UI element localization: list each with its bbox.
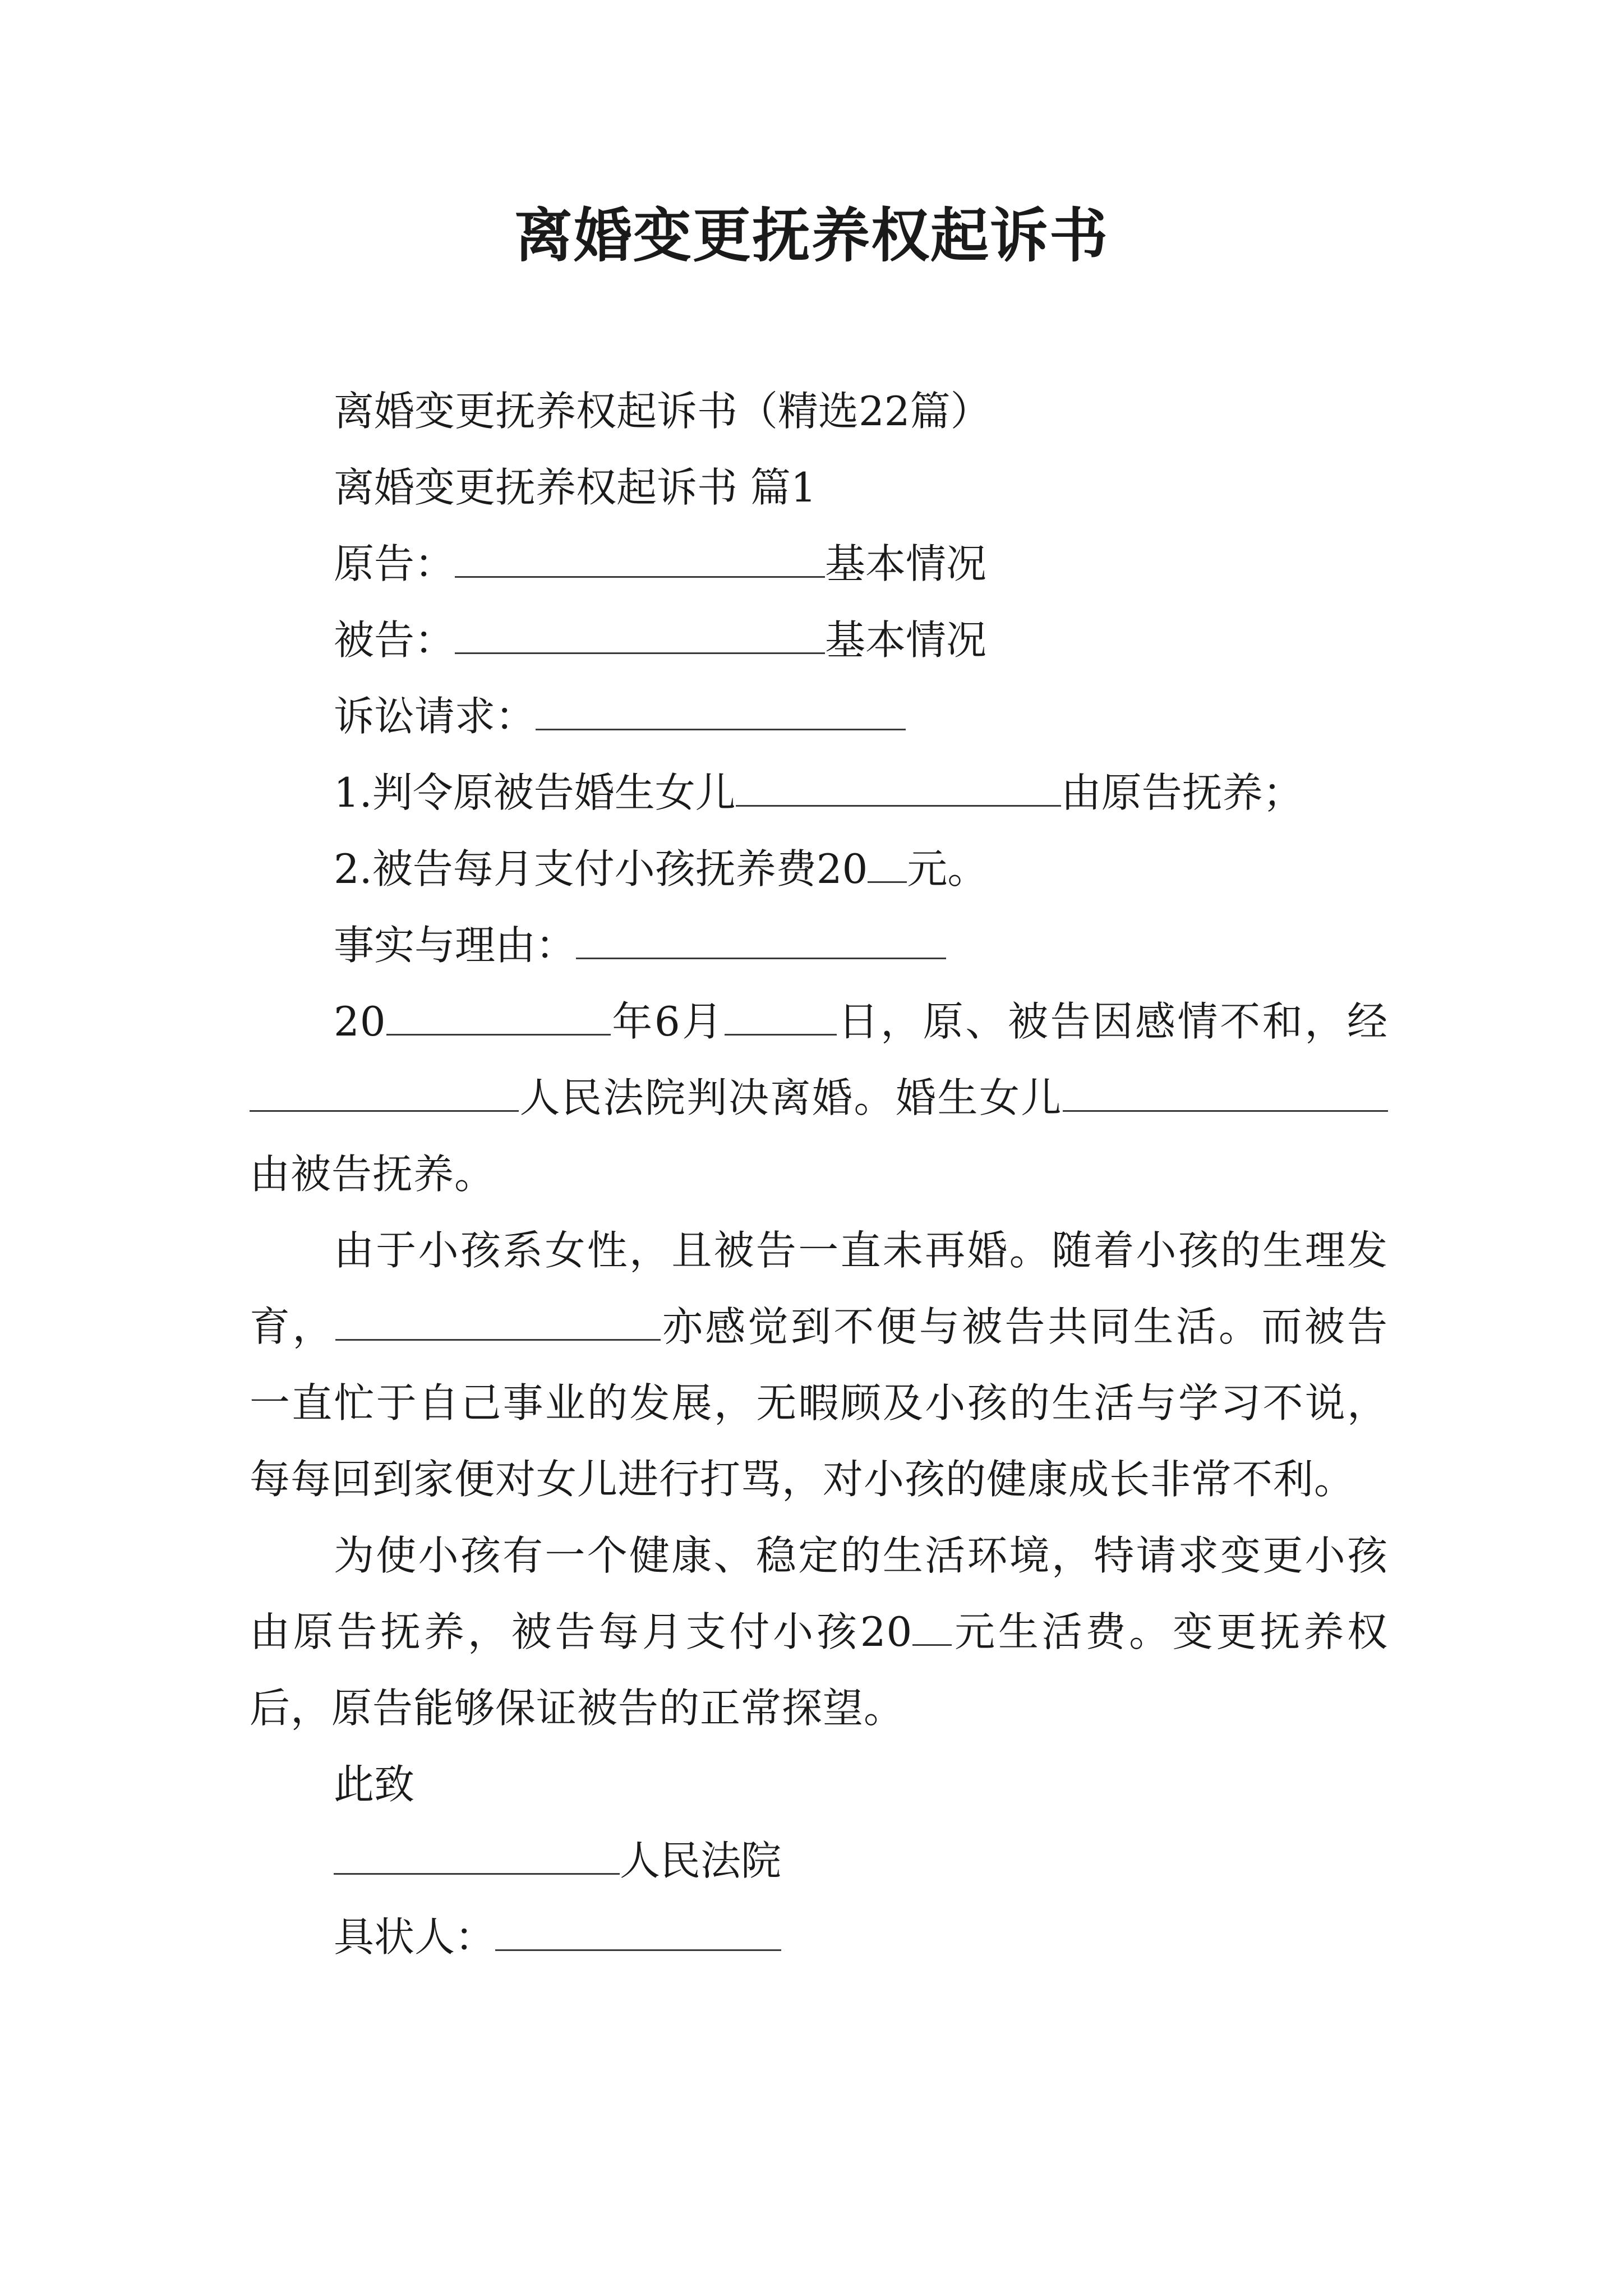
- claim-2-line: [250, 831, 1388, 907]
- document-title: 离婚变更抚养权起诉书: [514, 201, 1109, 270]
- para-3-part-2: 元生活费。变更抚养权后，原告能够保证被告的正常探望。: [250, 1608, 1388, 1732]
- subtitle-text: 离婚变更抚养权起诉书（精选22篇）: [334, 388, 991, 435]
- para-1-day-blank: [725, 999, 837, 1036]
- signer-line: [250, 1899, 1388, 1975]
- plaintiff-suffix: 基本情况: [825, 540, 987, 587]
- claim-1-suffix: 由原告抚养；: [1061, 769, 1303, 816]
- document-body: [250, 373, 1388, 1975]
- facts-blank: [576, 923, 946, 959]
- para-1-part-2: 年6月: [610, 998, 725, 1045]
- defendant-line: [250, 602, 1388, 678]
- signer-label: 具状人：: [334, 1913, 496, 1961]
- section-heading: [250, 449, 1388, 526]
- para-1-daughter-blank: [1063, 1075, 1388, 1112]
- para-3-part-1: 为使小孩有一个健康、稳定的生活环境，特请求变更小孩由原告抚养，被告每月支付小孩20: [250, 1532, 1388, 1655]
- para-3-blank: [912, 1609, 952, 1646]
- plaintiff-line: [250, 526, 1388, 602]
- claim-2-prefix: 2.被告每月支付小孩抚养费20: [334, 845, 868, 892]
- court-blank: [334, 1838, 620, 1875]
- section-heading-text: 离婚变更抚养权起诉书 篇1: [334, 464, 817, 511]
- claims-line: [250, 678, 1388, 754]
- signer-blank: [495, 1915, 781, 1951]
- para-2-blank: [335, 1304, 661, 1341]
- para-1-court-blank: [250, 1075, 519, 1112]
- claim-1-line: [250, 754, 1388, 831]
- para-2-part-2: 亦感觉到不便与被告共同生活。而被告一直忙于自己事业的发展，无暇顾及小孩的生活与学习不说，每每回到家便对女儿进行打骂，对小孩的健康成长非常不利。: [250, 1303, 1388, 1503]
- defendant-suffix: 基本情况: [825, 616, 987, 664]
- para-1-part-3: 日，原、被告因感情不和，经: [836, 998, 1388, 1045]
- closing-text: 此致: [334, 1761, 415, 1808]
- facts-line: [250, 907, 1388, 983]
- claim-1-prefix: 1.判令原被告婚生女儿: [334, 769, 736, 816]
- plaintiff-blank: [455, 541, 825, 578]
- defendant-label: 被告：: [334, 616, 455, 664]
- court-line: [250, 1823, 1388, 1899]
- facts-label: 事实与理由：: [334, 922, 577, 969]
- defendant-blank: [455, 618, 825, 654]
- claim-2-blank: [868, 846, 907, 883]
- paragraph-3: [250, 1517, 1388, 1746]
- paragraph-1: [250, 983, 1388, 1212]
- closing-line: [250, 1746, 1388, 1823]
- paragraph-2: [250, 1212, 1388, 1517]
- para-2-part-1: 由于小孩系女性，且被告一直未再婚。随着小孩的生理发育，: [250, 1227, 1388, 1350]
- court-suffix: 人民法院: [620, 1837, 782, 1884]
- para-1-part-1: 20: [334, 998, 386, 1045]
- plaintiff-label: 原告：: [334, 540, 455, 587]
- para-1-year-blank: [386, 999, 611, 1036]
- claims-blank: [536, 694, 906, 730]
- para-1-part-4: 人民法院判决离婚。婚生女儿: [519, 1074, 1063, 1121]
- subtitle: [250, 373, 1388, 449]
- claim-1-blank: [736, 770, 1061, 807]
- claims-label: 诉讼请求：: [334, 693, 536, 740]
- para-1-part-5: 由被告抚养。: [250, 1151, 496, 1198]
- claim-2-suffix: 元。: [907, 845, 988, 892]
